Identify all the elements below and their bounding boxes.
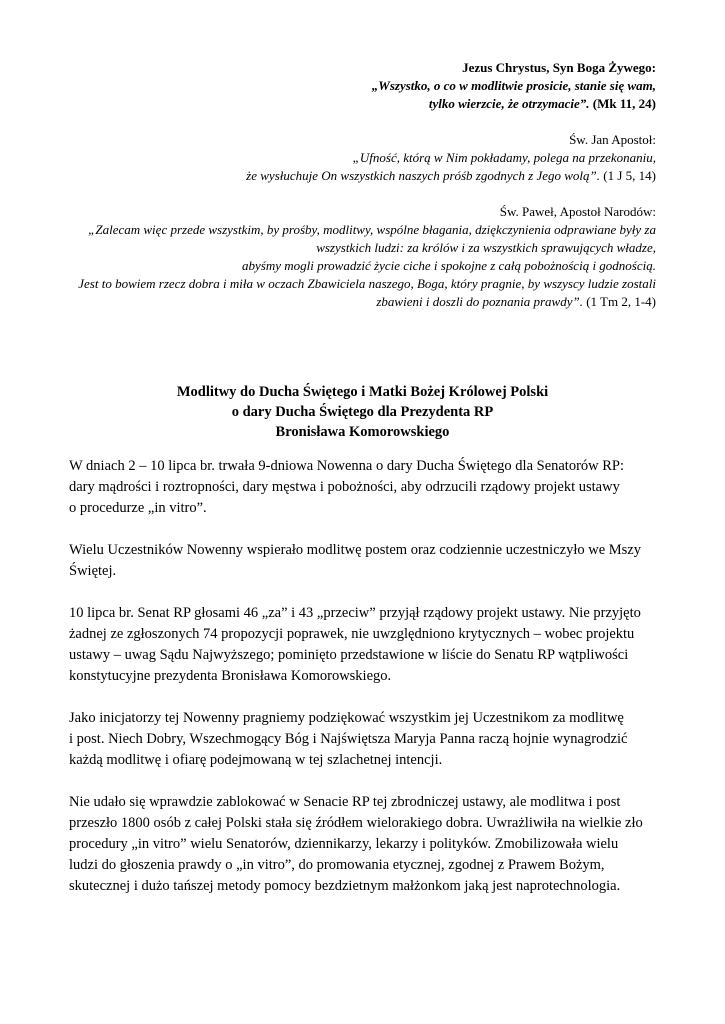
quote-jesus-line-2-text: tylko wierzcie, że otrzymacie”. <box>428 96 590 111</box>
paragraph-line: Wielu Uczestników Nowenny wspierało modlitwę postem oraz codziennie uczestniczyło we Mszy <box>69 542 641 558</box>
quote-jesus-line-2 <box>60 95 656 113</box>
paragraph-line: dary mądrości i roztropności, dary męstwa i pobożności, aby odrzucili rządowy projekt ustawy <box>69 479 620 495</box>
document-title <box>60 382 665 442</box>
quote-john-line-2 <box>60 167 656 185</box>
title-line-2: o dary Ducha Świętego dla Prezydenta RP <box>231 404 494 420</box>
epigraph-quotes <box>60 59 656 311</box>
quote-jesus <box>60 59 656 113</box>
paragraph-line: W dniach 2 – 10 lipca br. trwała 9-dniowa Nowenna o dary Ducha Świętego dla Senatorów RP: <box>69 458 625 474</box>
quote-paul-line-5-text: zbawieni i doszli do poznania prawdy”. <box>376 294 583 309</box>
paragraph-thanks <box>69 708 685 771</box>
paragraph-line: konstytucyjne prezydenta Bronisława Komorowskiego. <box>69 668 392 684</box>
paragraph-line: przeszło 1800 osób z całej Polski stała się źródłem wielorakiego dobra. Uwrażliwiła na wielkie zło <box>69 815 643 831</box>
quote-paul-author: Św. Paweł, Apostoł Narodów: <box>499 204 656 219</box>
quote-john <box>60 131 656 185</box>
quote-paul-reference: (1 Tm 2, 1-4) <box>582 294 656 309</box>
paragraph-participants <box>69 540 685 582</box>
paragraph-line: ustawy – uwag Sądu Najwyższego; pominięto przedstawione w liście do Senatu RP wątpliwości <box>69 647 629 663</box>
quote-jesus-reference: (Mk 11, 24) <box>589 96 656 111</box>
quote-jesus-author: Jezus Chrystus, Syn Boga Żywego: <box>462 60 656 75</box>
quote-paul-line-5 <box>60 293 656 311</box>
paragraph-line: o procedurze „in vitro”. <box>69 500 207 516</box>
quote-paul-line-3: abyśmy mogli prowadzić życie ciche i spokojne z całą pobożnością i godnością. <box>241 258 656 273</box>
paragraph-line: 10 lipca br. Senat RP głosami 46 „za” i 43 „przeciw” przyjął rządowy projekt ustawy. Nie przyjęto <box>69 605 641 621</box>
paragraph-line: Nie udało się wprawdzie zablokować w Senacie RP tej zbrodniczej ustawy, ale modlitwa i post <box>69 794 621 810</box>
paragraph-line: każdą modlitwę i ofiarę podejmowaną w tej szlachetnej intencji. <box>69 752 443 768</box>
title-line-3: Bronisława Komorowskiego <box>275 424 450 440</box>
quote-paul <box>60 203 656 311</box>
paragraph-line: procedury „in vitro” wielu Senatorów, dziennikarzy, lekarzy i polityków. Zmobilizowała wielu <box>69 836 619 852</box>
paragraph-line: skutecznej i dużo tańszej metody pomocy bezdzietnym małżonkom jaką jest naprotechnologia. <box>69 878 621 894</box>
paragraph-novena-dates <box>69 456 685 519</box>
paragraph-senate-vote <box>69 603 685 687</box>
quote-paul-line-1: „Zalecam więc przede wszystkim, by prośby, modlitwy, wspólne błagania, dziękczynienia odprawiane były za <box>88 222 656 237</box>
title-line-1: Modlitwy do Ducha Świętego i Matki Bożej Królowej Polski <box>176 384 549 400</box>
paragraph-line: żadnej ze zgłoszonych 74 propozycji poprawek, nie uwzględniono krytycznych – wobec projektu <box>69 626 635 642</box>
quote-john-author: Św. Jan Apostoł: <box>569 132 656 147</box>
paragraph-outcome <box>69 792 685 897</box>
quote-john-reference: (1 J 5, 14) <box>600 168 656 183</box>
quote-john-line-2-text: że wysłuchuje On wszystkich naszych próśb zgodnych z Jego wolą”. <box>246 168 601 183</box>
quote-john-line-1: „Ufność, którą w Nim pokładamy, polega na przekonaniu, <box>352 150 656 165</box>
body-text <box>69 456 685 918</box>
quote-paul-line-4: Jest to bowiem rzecz dobra i miła w oczach Zbawiciela naszego, Boga, który pragnie, by wszyscy ludzie zostali <box>78 276 656 291</box>
paragraph-line: ludzi do głoszenia prawdy o „in vitro”, do promowania etycznej, zgodnej z Prawem Bożym, <box>69 857 605 873</box>
paragraph-line: Świętej. <box>69 563 117 579</box>
quote-jesus-line-1: „Wszystko, o co w modlitwie prosicie, stanie się wam, <box>371 78 656 93</box>
paragraph-line: Jako inicjatorzy tej Nowenny pragniemy podziękować wszystkim jej Uczestnikom za modlitwę <box>69 710 624 726</box>
quote-paul-line-2: wszystkich ludzi: za królów i za wszystkich sprawujących władze, <box>316 240 656 255</box>
paragraph-line: i post. Niech Dobry, Wszechmogący Bóg i Najświętsza Maryja Panna raczą hojnie wynagrodzić <box>69 731 628 747</box>
